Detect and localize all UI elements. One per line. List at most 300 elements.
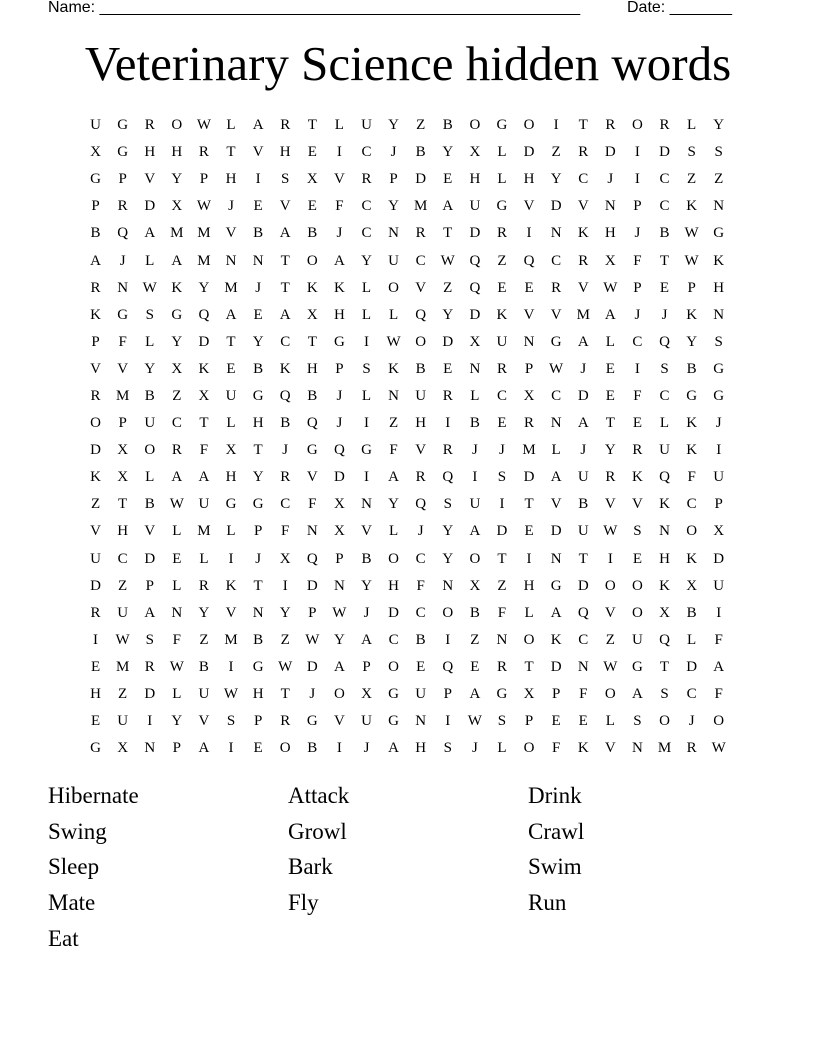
grid-letter: P <box>172 740 181 757</box>
grid-letter: E <box>632 550 642 567</box>
grid-letter: X <box>686 577 698 594</box>
grid-letter: Z <box>90 496 101 513</box>
grid-letter: N <box>523 333 535 350</box>
grid-letter: U <box>632 631 643 648</box>
grid-letter: R <box>442 387 453 404</box>
grid-letter: J <box>499 442 505 459</box>
grid-letter: V <box>523 198 535 215</box>
grid-letter: I <box>634 144 640 161</box>
grid-letter: A <box>550 469 562 486</box>
grid-letter: D <box>333 469 345 486</box>
grid-letter: Y <box>442 144 454 161</box>
grid-letter: U <box>361 713 372 730</box>
grid-letter: C <box>117 550 128 567</box>
grid-letter: T <box>497 550 507 567</box>
grid-letter: W <box>467 713 482 730</box>
grid-letter: O <box>388 550 399 567</box>
grid-letter: L <box>687 117 697 134</box>
grid-letter: O <box>171 117 183 134</box>
grid-letter: L <box>145 252 155 269</box>
grid-letter: R <box>605 469 616 486</box>
grid-letter: C <box>659 198 670 215</box>
grid-letter: N <box>333 577 345 594</box>
grid-letter: A <box>388 740 399 757</box>
grid-letter: X <box>225 442 237 459</box>
grid-letter: H <box>523 577 535 594</box>
grid-letter: Q <box>198 306 210 323</box>
grid-letter: R <box>198 144 209 161</box>
grid-letter: K <box>496 306 508 323</box>
grid-letter: P <box>118 415 127 432</box>
grid-letter: N <box>713 198 725 215</box>
grid-letter: W <box>278 658 293 675</box>
grid-letter: G <box>117 144 129 161</box>
grid-letter: Z <box>714 171 724 188</box>
grid-letter: D <box>306 658 318 675</box>
grid-letter: V <box>550 306 562 323</box>
grid-letter: N <box>388 387 399 404</box>
grid-letter: Q <box>469 252 481 269</box>
grid-letter: S <box>145 306 154 323</box>
grid-letter: I <box>445 631 451 648</box>
grid-letter: X <box>306 171 318 188</box>
grid-letter: U <box>577 469 589 486</box>
grid-letter: E <box>172 550 182 567</box>
grid-letter: W <box>223 686 239 703</box>
grid-letter: F <box>308 496 317 513</box>
grid-letter: G <box>713 225 725 242</box>
grid-letter: Y <box>171 713 183 730</box>
grid-letter: I <box>472 469 478 486</box>
grid-letter: E <box>90 658 101 675</box>
grid-letter: D <box>442 333 454 350</box>
grid-letter: C <box>361 144 372 161</box>
grid-letter: H <box>659 550 670 567</box>
grid-letter: I <box>445 415 451 432</box>
word-list-item: Swim <box>528 854 582 880</box>
grid-letter: U <box>117 604 129 621</box>
grid-letter: D <box>713 550 725 567</box>
grid-letter: B <box>361 550 372 567</box>
word-list-item: Run <box>528 890 567 916</box>
grid-letter: G <box>333 333 345 350</box>
grid-letter: M <box>657 740 672 757</box>
grid-letter: R <box>280 117 291 134</box>
grid-letter: K <box>686 442 698 459</box>
grid-letter: T <box>253 577 263 594</box>
grid-letter: K <box>686 415 698 432</box>
grid-letter: R <box>90 387 101 404</box>
grid-letter: X <box>333 523 345 540</box>
grid-letter: T <box>280 252 290 269</box>
grid-letter: B <box>415 144 426 161</box>
grid-letter: R <box>90 279 101 296</box>
grid-letter: O <box>686 523 698 540</box>
grid-letter: R <box>659 117 670 134</box>
grid-letter: E <box>524 279 534 296</box>
grid-letter: Z <box>443 279 453 296</box>
grid-letter: O <box>388 658 399 675</box>
grid-letter: G <box>686 387 698 404</box>
grid-letter: N <box>252 604 264 621</box>
grid-letter: Z <box>470 631 480 648</box>
grid-letter: E <box>307 198 317 215</box>
grid-letter: E <box>470 658 480 675</box>
grid-letter: X <box>604 252 616 269</box>
grid-letter: L <box>497 740 507 757</box>
grid-letter: D <box>90 577 101 594</box>
grid-letter: K <box>279 360 291 377</box>
grid-letter: C <box>280 496 291 513</box>
grid-letter: G <box>496 198 508 215</box>
grid-letter: Q <box>442 658 454 675</box>
grid-letter: N <box>171 604 183 621</box>
grid-letter: C <box>578 171 589 188</box>
grid-letter: K <box>713 252 725 269</box>
grid-letter: B <box>415 360 426 377</box>
grid-letter: A <box>144 604 156 621</box>
grid-letter: L <box>172 523 182 540</box>
grid-letter: J <box>336 387 343 404</box>
grid-letter: C <box>415 550 426 567</box>
grid-letter: V <box>144 523 156 540</box>
grid-letter: E <box>416 658 426 675</box>
grid-letter: J <box>336 415 343 432</box>
grid-letter: V <box>415 442 427 459</box>
grid-letter: V <box>333 713 345 730</box>
grid-letter: I <box>255 171 261 188</box>
grid-letter: Y <box>171 171 183 188</box>
grid-letter: O <box>604 577 616 594</box>
grid-letter: B <box>307 225 318 242</box>
grid-letter: I <box>716 442 722 459</box>
grid-letter: M <box>170 225 184 242</box>
grid-letter: U <box>388 252 399 269</box>
grid-letter: R <box>578 144 589 161</box>
grid-letter: F <box>687 469 696 486</box>
grid-letter: W <box>603 523 618 540</box>
grid-letter: C <box>578 631 589 648</box>
grid-letter: C <box>388 631 399 648</box>
grid-letter: U <box>415 686 427 703</box>
grid-letter: P <box>199 171 209 188</box>
grid-letter: J <box>255 279 262 296</box>
grid-letter: O <box>306 252 318 269</box>
grid-letter: C <box>659 171 670 188</box>
grid-letter: X <box>198 387 210 404</box>
grid-letter: P <box>443 686 452 703</box>
grid-letter: S <box>443 496 452 513</box>
grid-letter: S <box>497 469 507 486</box>
grid-letter: U <box>144 415 156 432</box>
grid-letter: I <box>634 360 640 377</box>
grid-letter: E <box>443 171 453 188</box>
grid-letter: T <box>578 550 588 567</box>
grid-letter: A <box>550 604 562 621</box>
grid-letter: J <box>471 442 478 459</box>
grid-letter: H <box>388 577 399 594</box>
grid-letter: D <box>550 658 562 675</box>
grid-letter: Y <box>361 577 372 594</box>
grid-letter: U <box>577 523 589 540</box>
grid-letter: X <box>279 550 291 567</box>
grid-letter: U <box>415 387 427 404</box>
grid-letter: T <box>199 415 209 432</box>
grid-letter: H <box>415 415 427 432</box>
grid-letter: L <box>605 713 615 730</box>
grid-letter: L <box>497 144 507 161</box>
grid-letter: D <box>550 523 562 540</box>
word-list-item: Growl <box>288 818 347 844</box>
grid-letter: C <box>551 387 562 404</box>
grid-letter: C <box>361 225 372 242</box>
grid-letter: P <box>362 658 371 675</box>
grid-letter: V <box>604 604 616 621</box>
grid-letter: N <box>144 740 156 757</box>
grid-letter: O <box>442 604 454 621</box>
grid-letter: W <box>684 252 699 269</box>
grid-letter: D <box>388 604 399 621</box>
grid-letter: T <box>118 496 128 513</box>
grid-letter: O <box>713 713 725 730</box>
grid-letter: P <box>308 604 317 621</box>
word-list-item: Mate <box>48 890 96 916</box>
grid-letter: A <box>442 198 454 215</box>
grid-letter: Z <box>199 631 209 648</box>
grid-letter: F <box>389 442 398 459</box>
grid-letter: G <box>225 496 237 513</box>
grid-letter: K <box>686 306 698 323</box>
grid-letter: A <box>388 469 399 486</box>
grid-letter: H <box>252 686 264 703</box>
grid-letter: L <box>361 387 372 404</box>
grid-letter: A <box>252 117 264 134</box>
grid-letter: A <box>198 740 210 757</box>
grid-letter: O <box>388 279 399 296</box>
grid-letter: F <box>633 387 642 404</box>
grid-letter: M <box>115 658 130 675</box>
grid-letter: N <box>225 252 237 269</box>
grid-letter: S <box>660 360 669 377</box>
grid-letter: U <box>198 686 210 703</box>
grid-letter: K <box>686 198 698 215</box>
grid-letter: O <box>523 740 535 757</box>
grid-letter: R <box>144 658 155 675</box>
grid-letter: F <box>497 604 507 621</box>
grid-letter: V <box>550 496 562 513</box>
grid-letter: Q <box>469 279 481 296</box>
grid-letter: K <box>388 360 399 377</box>
grid-letter: O <box>632 604 643 621</box>
grid-letter: C <box>415 252 426 269</box>
grid-letter: R <box>496 658 507 675</box>
word-list-item: Eat <box>48 925 79 951</box>
grid-letter: V <box>361 523 372 540</box>
grid-letter: H <box>333 306 345 323</box>
grid-letter: R <box>90 604 101 621</box>
grid-letter: Q <box>577 604 589 621</box>
grid-letter: X <box>469 577 481 594</box>
grid-letter: W <box>386 333 401 350</box>
grid-letter: E <box>524 523 534 540</box>
grid-letter: S <box>281 171 290 188</box>
grid-letter: O <box>469 550 481 567</box>
grid-letter: J <box>417 523 424 540</box>
grid-letter: B <box>578 496 589 513</box>
grid-letter: G <box>632 658 643 675</box>
grid-letter: H <box>171 144 183 161</box>
grid-letter: W <box>440 252 455 269</box>
grid-letter: Y <box>198 604 210 621</box>
grid-letter: B <box>144 387 155 404</box>
grid-letter: J <box>471 740 478 757</box>
grid-letter: H <box>469 171 481 188</box>
header <box>48 0 748 18</box>
grid-letter: A <box>171 469 183 486</box>
grid-letter: W <box>169 496 184 513</box>
grid-letter: I <box>363 469 369 486</box>
grid-letter: V <box>90 523 101 540</box>
grid-letter: A <box>713 658 725 675</box>
grid-letter: Y <box>442 523 454 540</box>
grid-letter: P <box>91 333 100 350</box>
grid-letter: Q <box>415 306 427 323</box>
grid-letter: C <box>171 415 182 432</box>
grid-letter: A <box>333 658 345 675</box>
grid-letter: F <box>172 631 181 648</box>
grid-letter: E <box>659 279 670 296</box>
grid-letter: I <box>228 550 234 567</box>
grid-letter: Q <box>117 225 129 242</box>
grid-letter: A <box>225 306 237 323</box>
grid-letter: P <box>91 198 100 215</box>
grid-letter: P <box>118 171 127 188</box>
grid-letter: U <box>496 333 508 350</box>
grid-letter: A <box>198 469 210 486</box>
grid-letter: L <box>470 387 480 404</box>
grid-letter: N <box>252 252 264 269</box>
grid-letter: Y <box>713 117 725 134</box>
grid-letter: D <box>469 225 481 242</box>
grid-letter: G <box>713 360 725 377</box>
grid-letter: D <box>577 577 589 594</box>
grid-letter: F <box>335 198 344 215</box>
grid-letter: H <box>252 415 264 432</box>
grid-letter: K <box>171 279 183 296</box>
grid-letter: P <box>633 279 642 296</box>
grid-letter: O <box>632 117 643 134</box>
grid-letter: D <box>469 306 481 323</box>
grid-letter: B <box>686 360 697 377</box>
grid-letter: Q <box>659 333 670 350</box>
grid-letter: J <box>634 306 641 323</box>
grid-letter: Y <box>279 604 291 621</box>
grid-letter: R <box>415 469 426 486</box>
grid-letter: L <box>226 523 236 540</box>
grid-letter: Z <box>280 631 290 648</box>
grid-letter: N <box>713 306 725 323</box>
grid-letter: W <box>549 360 564 377</box>
grid-letter: H <box>279 144 291 161</box>
grid-letter: D <box>90 442 101 459</box>
grid-letter: T <box>443 225 453 242</box>
grid-letter: P <box>524 360 534 377</box>
grid-letter: J <box>336 225 343 242</box>
grid-letter: U <box>469 496 481 513</box>
grid-letter: F <box>714 686 723 703</box>
grid-letter: K <box>306 279 318 296</box>
grid-letter: R <box>496 225 507 242</box>
grid-letter: R <box>280 713 291 730</box>
grid-letter: N <box>604 198 616 215</box>
grid-letter: N <box>469 360 481 377</box>
grid-letter: I <box>445 713 451 730</box>
grid-letter: J <box>309 686 316 703</box>
page-title: Veterinary Science hidden words <box>84 36 732 91</box>
grid-letter: P <box>687 279 696 296</box>
grid-letter: W <box>711 740 726 757</box>
grid-letter: K <box>198 360 210 377</box>
grid-letter: I <box>282 577 288 594</box>
grid-letter: A <box>469 686 481 703</box>
grid-letter: I <box>336 740 342 757</box>
grid-letter: F <box>633 252 642 269</box>
grid-letter: A <box>604 306 616 323</box>
grid-letter: V <box>198 713 210 730</box>
grid-letter: P <box>145 577 154 594</box>
grid-letter: C <box>632 333 643 350</box>
grid-letter: I <box>607 550 613 567</box>
grid-letter: B <box>198 658 209 675</box>
grid-letter: W <box>115 631 130 648</box>
grid-letter: E <box>578 713 588 730</box>
grid-letter: Y <box>361 252 372 269</box>
grid-letter: R <box>632 442 643 459</box>
grid-letter: D <box>496 523 508 540</box>
grid-letter: A <box>279 225 291 242</box>
grid-letter: Q <box>306 415 318 432</box>
grid-letter: O <box>523 631 535 648</box>
grid-letter: Y <box>333 631 345 648</box>
grid-letter: O <box>144 442 156 459</box>
grid-letter: G <box>90 740 101 757</box>
grid-letter: A <box>632 686 643 703</box>
grid-letter: P <box>389 171 398 188</box>
grid-letter: Y <box>388 496 399 513</box>
grid-letter: U <box>361 117 372 134</box>
grid-letter: G <box>496 686 508 703</box>
grid-letter: X <box>117 442 129 459</box>
grid-letter: M <box>576 306 590 323</box>
grid-letter: E <box>497 415 507 432</box>
grid-letter: R <box>280 469 291 486</box>
grid-letter: N <box>361 496 372 513</box>
grid-letter: V <box>577 198 589 215</box>
grid-letter: R <box>578 252 589 269</box>
grid-letter: V <box>279 198 291 215</box>
grid-letter: Q <box>306 550 318 567</box>
grid-letter: G <box>90 171 101 188</box>
grid-letter: S <box>714 144 723 161</box>
grid-letter: C <box>415 604 426 621</box>
grid-letter: Q <box>523 252 535 269</box>
grid-letter: B <box>307 387 318 404</box>
grid-letter: T <box>307 333 317 350</box>
grid-letter: V <box>604 740 616 757</box>
grid-letter: G <box>252 387 264 404</box>
grid-letter: V <box>577 279 589 296</box>
grid-letter: K <box>632 469 643 486</box>
